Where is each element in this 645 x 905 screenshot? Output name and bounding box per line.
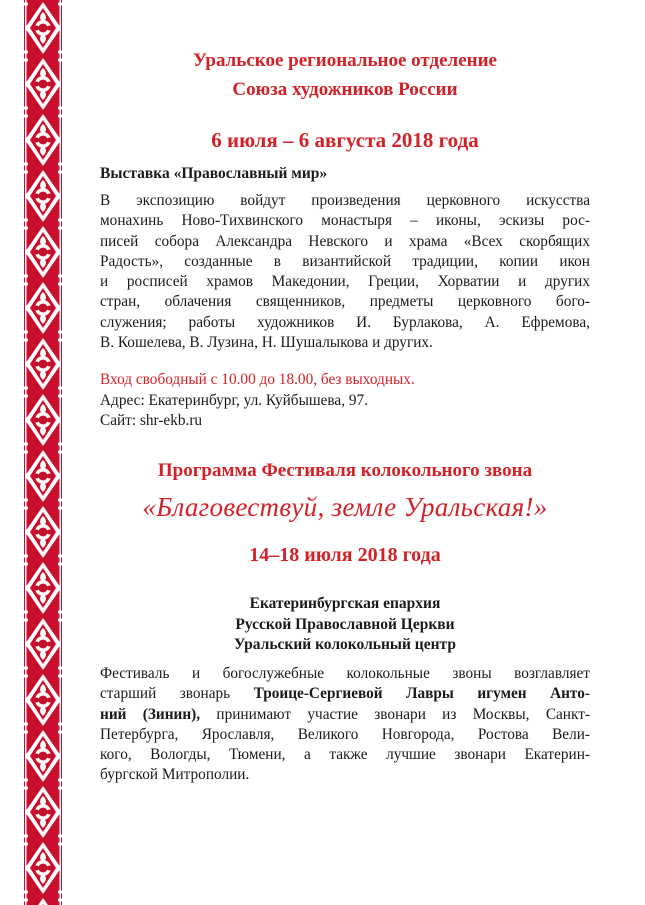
organizer-line: Русской Православной Церкви	[235, 615, 455, 633]
org-line-1: Уральское региональное отделение	[193, 50, 497, 71]
festival-line: бургской Митрополии.	[100, 766, 250, 784]
description-line: служения; работы художников И. Бурлакова, А. Ефремова,	[100, 313, 590, 331]
exhibition-description	[100, 191, 590, 353]
festival-line: кого, Вологды, Тюмени, а также лучшие звонари Екатерин-	[100, 746, 590, 764]
description-line: В экспозицию войдут произведения церковного искусства	[100, 192, 590, 209]
description-line: стран, облачения священников, предметы церковного бого-	[100, 293, 590, 311]
festival-line: Петербурга, Ярославля, Великого Новгорода, Ростова Вели-	[100, 725, 590, 743]
description-line: писей собора Александра Невского и храма «Всех скорбящих	[100, 232, 590, 250]
festival-line	[100, 705, 590, 725]
festival-title: Программа Фестиваля колокольного звона	[157, 460, 533, 481]
festival-motto: «Благовествуй, земле Уральская!»	[142, 492, 548, 522]
festival-line-text: старший звонарь	[100, 685, 254, 703]
org-line-2: Союза художников России	[232, 79, 458, 100]
description-line: монахинь Ново-Тихвинского монастыря – иконы, эскизы рос-	[100, 212, 590, 230]
abbot-name-part: ний (Зинин),	[100, 705, 201, 723]
description-line: В. Кошелева, В. Лузина, Н. Шушалыкова и других.	[100, 334, 433, 352]
festival-line: Фестиваль и богослужебные колокольные звоны возглавляет	[100, 665, 590, 682]
opening-hours: Вход свободный с 10.00 до 18.00, без выходных.	[100, 371, 415, 388]
address: Адрес: Екатеринбург, ул. Куйбышева, 97.	[100, 391, 368, 409]
festival-line	[100, 684, 590, 704]
description-line: и росписей храмов Македонии, Греции, Хорватии и других	[100, 273, 590, 291]
organization-heading	[100, 46, 590, 104]
organizer-line: Уральский колокольный центр	[234, 636, 456, 653]
festival-dates: 14–18 июля 2018 года	[249, 544, 441, 566]
exhibition-title: Выставка «Православный мир»	[100, 165, 328, 182]
website: Сайт: shr-ekb.ru	[100, 412, 203, 429]
description-line: Радость», созданные в византийской традиции, копии икон	[100, 252, 590, 270]
festival-organizers	[100, 594, 590, 656]
festival-line-text: принимают участие звонари из Москвы, Санкт-	[200, 705, 591, 723]
exhibition-dates: 6 июля – 6 августа 2018 года	[211, 128, 479, 152]
organizer-line: Екатеринбургская епархия	[249, 595, 441, 612]
abbot-name-part: Троице-Сергиевой Лавры игумен Анто-	[253, 685, 590, 703]
festival-description	[100, 664, 590, 786]
red-ornament-border	[22, 0, 64, 905]
exhibition-info	[100, 370, 415, 432]
